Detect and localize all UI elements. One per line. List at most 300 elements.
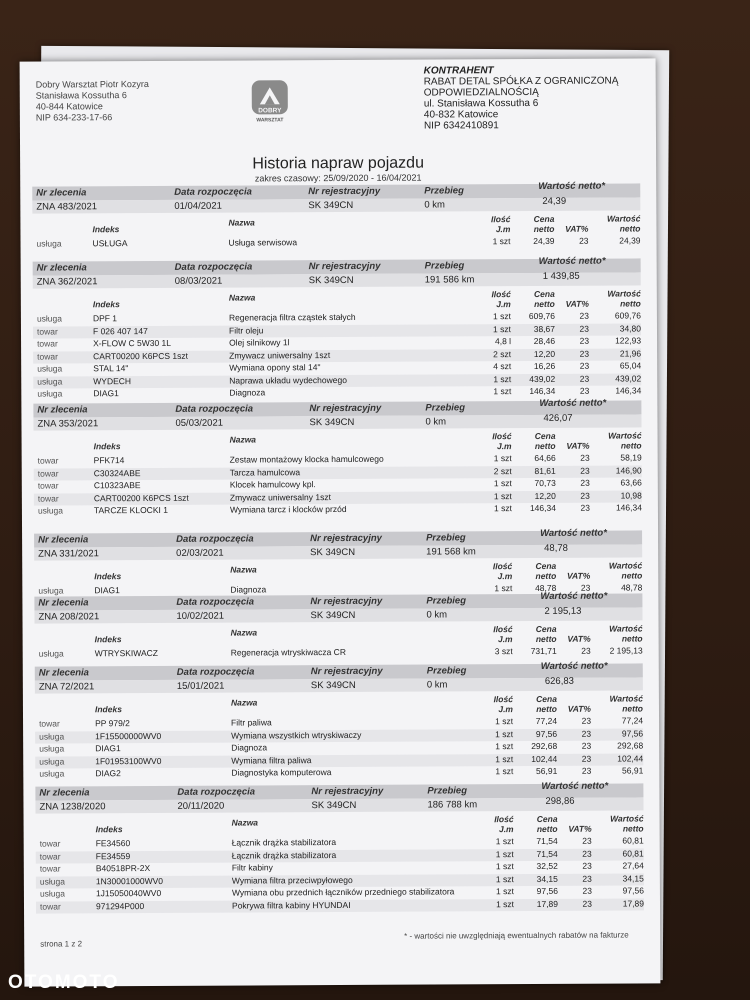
item-qty: 1 szt <box>495 861 514 872</box>
item-price: 97,56 <box>536 885 558 896</box>
contractor-heading: KONTRAHENT <box>423 65 494 77</box>
item-value: 97,56 <box>622 885 644 896</box>
item-price: 731,71 <box>530 645 557 657</box>
index-header: Indeks <box>94 704 122 715</box>
order-start-date: 20/11/2020 <box>177 800 225 812</box>
qty-header <box>493 624 512 644</box>
item-name: Łącznik drążka stabilizatora <box>231 837 337 848</box>
item-index: WTRYSKIWACZ <box>94 647 158 659</box>
item-price: 292,68 <box>531 740 558 752</box>
order-number: ZNA 208/2021 <box>38 611 100 623</box>
order-mileage: 191 568 km <box>426 546 476 558</box>
vat-header: VAT% <box>568 823 592 834</box>
price-header-bottom: netto <box>534 440 556 451</box>
item-name: Diagnostyka komputerowa <box>231 767 332 778</box>
name-header: Nazwa <box>230 627 258 638</box>
item-name: Naprawa układu wydechowego <box>229 374 347 386</box>
order-number: ZNA 331/2021 <box>38 548 99 560</box>
price-header-bottom: netto <box>536 823 558 834</box>
order-mileage: 0 km <box>426 679 448 691</box>
item-price: 32,52 <box>536 860 558 871</box>
item-value: 102,44 <box>617 752 644 764</box>
name-header: Nazwa <box>229 434 257 445</box>
item-vat: 23 <box>581 645 591 656</box>
qty-header-top: Ilość <box>491 289 511 300</box>
item-value: 146,34 <box>615 385 642 396</box>
item-index: DPF 1 <box>92 313 118 324</box>
item-value: 292,68 <box>617 740 644 751</box>
item-index: PP 979/2 <box>95 718 130 729</box>
net-value-label: Wartość netto* <box>540 660 608 672</box>
reg-no-label: Nr rejestracyjny <box>309 402 382 415</box>
item-row <box>36 898 644 913</box>
item-type: usługa <box>38 585 64 596</box>
mileage-label: Przebieg <box>426 532 466 544</box>
index-header: Indeks <box>92 299 120 310</box>
price-header <box>536 624 557 644</box>
item-value: 24,39 <box>619 235 641 246</box>
order-net-value: 426,07 <box>543 412 573 424</box>
start-date-label: Data rozpoczęcia <box>175 403 254 415</box>
item-type: usługa <box>37 388 63 399</box>
item-type: towar <box>37 350 58 362</box>
item-price: 34,15 <box>536 873 558 884</box>
order-net-value: 24,39 <box>542 195 567 207</box>
qty-header-bottom: J.m <box>498 824 514 835</box>
qty-header-bottom: J.m <box>496 299 511 310</box>
price-header-top: Cena <box>536 693 557 704</box>
item-qty: 1 szt <box>495 873 514 884</box>
item-vat: 23 <box>581 715 592 726</box>
qty-header-bottom: J.m <box>497 634 513 645</box>
item-price: 146,34 <box>529 385 556 397</box>
item-price: 81,61 <box>534 465 556 476</box>
mileage-label: Przebieg <box>426 595 467 607</box>
price-header-bottom: netto <box>535 570 557 581</box>
item-qty: 1 szt <box>493 503 512 514</box>
item-index: 1N30001000WV0 <box>95 875 164 886</box>
workshop-address <box>36 79 149 124</box>
contractor-name-2: ODPOWIEDZIALNOŚCIĄ <box>423 86 539 99</box>
item-index: 1J15050040WV0 <box>95 887 162 899</box>
item-qty: 1 szt <box>493 323 512 334</box>
name-header: Nazwa <box>230 697 258 708</box>
item-type: towar <box>39 850 61 862</box>
item-index: B40518PR-2X <box>95 862 151 874</box>
qty-header-top: Ilość <box>493 694 513 705</box>
order-registration: SK 349CN <box>310 546 356 559</box>
logo-icon <box>248 78 292 124</box>
item-qty: 4 szt <box>493 361 512 372</box>
value-header-bottom: netto <box>620 298 641 309</box>
qty-header-top: Ilość <box>494 814 514 825</box>
value-header <box>610 813 643 833</box>
item-value: 17,89 <box>622 897 645 909</box>
item-value: 60,81 <box>622 835 644 846</box>
item-type: towar <box>37 467 59 479</box>
order-start-date: 01/04/2021 <box>174 200 222 212</box>
item-price: 28,46 <box>533 335 556 346</box>
logo-text-2: WARSZTAT <box>256 117 284 124</box>
order-mileage: 191 586 km <box>424 274 475 286</box>
name-header: Nazwa <box>228 217 255 228</box>
workshop-city: 40-844 Katowice <box>35 101 103 112</box>
item-name: Wymiana wszystkich wtryskiwaczy <box>231 729 362 741</box>
order-no-label: Nr zlecenia <box>38 667 89 679</box>
order-registration: SK 349CN <box>310 609 356 622</box>
item-type: towar <box>36 325 58 337</box>
reg-no-label: Nr rejestracyjny <box>311 785 384 798</box>
item-type: usługa <box>39 768 65 779</box>
workshop-name: Dobry Warsztat Piotr Kozyra <box>35 78 149 90</box>
item-index: FE34559 <box>95 850 131 861</box>
item-name: Usługa serwisowa <box>228 237 298 248</box>
price-header-top: Cena <box>533 213 555 224</box>
item-index: C30324ABE <box>93 467 141 478</box>
contractor-nip: NIP 6342410891 <box>423 120 499 132</box>
price-header <box>535 431 556 451</box>
item-vat: 23 <box>582 860 592 871</box>
net-value-label: Wartość netto* <box>540 527 607 539</box>
item-name: Regeneracja filtra cząstek stałych <box>228 311 356 323</box>
item-type: towar <box>37 338 58 349</box>
item-name: Zmywacz uniwersalny 1szt <box>229 349 331 361</box>
order-no-label: Nr zlecenia <box>38 534 89 546</box>
item-index: FE34560 <box>95 838 131 849</box>
item-index: CART00200 K6PCS 1szt <box>93 350 188 361</box>
vat-header: VAT% <box>566 570 591 581</box>
item-name: Wymiana opony stal 14" <box>229 362 321 373</box>
item-price: 17,89 <box>536 898 559 909</box>
item-qty: 3 szt <box>494 646 513 657</box>
item-qty: 1 szt <box>493 490 512 501</box>
item-name: Olej silnikowy 1l <box>229 337 290 348</box>
item-type: usługa <box>37 375 63 387</box>
item-price: 12,20 <box>534 490 556 501</box>
qty-header-top: Ilość <box>491 214 511 225</box>
item-value: 609,76 <box>614 310 641 321</box>
item-qty: 1 szt <box>495 728 514 739</box>
item-vat: 23 <box>581 765 592 776</box>
item-row <box>33 235 641 250</box>
order-number: ZNA 353/2021 <box>37 418 99 430</box>
repair-order <box>33 397 642 516</box>
item-qty: 2 szt <box>493 465 512 476</box>
item-name: Diagnoza <box>229 387 266 398</box>
item-vat: 23 <box>580 502 590 513</box>
item-price: 70,73 <box>534 477 556 488</box>
item-type: usługa <box>37 363 63 374</box>
item-qty: 1 szt <box>495 848 514 859</box>
item-value: 122,93 <box>615 335 642 346</box>
item-type: usługa <box>36 313 63 324</box>
reg-no-label: Nr rejestracyjny <box>308 260 381 273</box>
item-index: STAL 14" <box>93 363 129 374</box>
item-index: 1F15500000WV0 <box>95 730 162 741</box>
start-date-label: Data rozpoczęcia <box>176 533 254 545</box>
vat-header: VAT% <box>567 703 592 714</box>
item-qty: 1 szt <box>495 886 514 897</box>
qty-header <box>494 694 513 714</box>
item-qty: 1 szt <box>493 386 512 397</box>
price-header <box>535 561 556 581</box>
item-vat: 23 <box>582 848 592 859</box>
value-header <box>610 693 643 713</box>
item-name: Filtr paliwa <box>231 717 272 728</box>
item-price: 64,66 <box>534 452 556 463</box>
mileage-label: Przebieg <box>424 260 465 272</box>
value-header <box>607 288 640 308</box>
item-type: usługa <box>36 238 62 249</box>
item-index: DIAG1 <box>94 585 120 596</box>
item-index: TARCZE KLOCKI 1 <box>93 504 168 516</box>
item-name: Łącznik drążka stabilizatora <box>231 849 337 861</box>
qty-header-bottom: J.m <box>497 571 513 582</box>
price-header <box>536 694 557 714</box>
item-qty: 1 szt <box>494 583 513 594</box>
item-vat: 23 <box>582 898 593 909</box>
item-type: towar <box>37 455 59 466</box>
item-vat: 23 <box>579 360 590 371</box>
item-value: 63,66 <box>620 477 642 488</box>
item-index: 1F01953100WV0 <box>95 755 162 766</box>
item-name: Pokrywa filtra kabiny HYUNDAI <box>231 899 351 911</box>
item-vat: 23 <box>579 348 590 359</box>
value-header-bottom: netto <box>621 570 643 581</box>
item-price: 146,34 <box>529 502 556 514</box>
page-number: strona 1 z 2 <box>40 939 83 949</box>
item-qty: 1 szt <box>496 898 515 909</box>
item-vat: 23 <box>579 385 590 396</box>
qty-header-top: Ilość <box>492 561 513 572</box>
value-header-top: Wartość <box>609 623 643 634</box>
value-header-bottom: netto <box>621 633 643 644</box>
repair-order <box>34 527 643 596</box>
order-start-date: 05/03/2021 <box>175 417 224 429</box>
order-net-value: 48,78 <box>544 542 568 554</box>
item-qty: 1 szt <box>493 373 512 384</box>
value-header-bottom: netto <box>620 440 642 451</box>
price-header <box>534 289 555 309</box>
item-type: towar <box>39 900 61 912</box>
item-index: CART00200 K6PCS 1szt <box>93 492 189 503</box>
item-type: towar <box>37 492 59 504</box>
item-qty: 1 szt <box>493 453 512 464</box>
item-name: Klocek hamulcowy kpl. <box>229 479 316 490</box>
name-header: Nazwa <box>231 817 259 828</box>
value-header-bottom: netto <box>622 823 644 834</box>
item-value: 10,98 <box>620 489 642 501</box>
item-type: usługa <box>39 875 65 887</box>
item-qty: 2 szt <box>493 348 512 359</box>
item-price: 609,76 <box>528 310 555 322</box>
repair-history-document <box>20 58 661 986</box>
item-index: C10323ABE <box>93 480 141 491</box>
document-title: Historia napraw pojazdu <box>252 154 424 173</box>
item-index: F 026 407 147 <box>92 325 148 336</box>
repair-order <box>35 660 644 779</box>
item-vat: 23 <box>582 885 592 896</box>
item-type: towar <box>39 863 61 874</box>
item-value: 48,78 <box>621 582 643 593</box>
item-qty: 1 szt <box>495 836 514 847</box>
item-vat: 23 <box>579 373 590 384</box>
item-qty: 1 szt <box>495 741 514 752</box>
order-start-date: 10/02/2021 <box>176 610 225 622</box>
reg-no-label: Nr rejestracyjny <box>310 665 383 678</box>
item-qty: 1 szt <box>495 766 514 777</box>
order-registration: SK 349CN <box>308 274 354 287</box>
item-value: 58,19 <box>620 452 642 463</box>
item-value: 146,34 <box>615 502 642 513</box>
value-header-top: Wartość <box>607 288 641 299</box>
item-price: 102,44 <box>531 753 558 764</box>
qty-header <box>493 561 512 581</box>
item-index: USŁUGA <box>92 238 128 249</box>
item-row <box>35 645 643 660</box>
repair-order <box>33 255 642 399</box>
item-name: Regeneracja wtryskiwacza CR <box>230 646 346 658</box>
item-qty: 1 szt <box>493 478 512 489</box>
mileage-label: Przebieg <box>424 185 464 197</box>
qty-header-top: Ilość <box>493 624 513 635</box>
vat-header: VAT% <box>565 298 589 309</box>
item-index: DIAG1 <box>93 388 119 399</box>
net-value-label: Wartość netto* <box>541 780 609 792</box>
item-price: 439,02 <box>529 373 556 384</box>
value-header-top: Wartość <box>609 693 643 704</box>
mileage-label: Przebieg <box>425 402 466 414</box>
item-index: PFK714 <box>93 455 125 466</box>
order-registration: SK 349CN <box>310 679 356 692</box>
repair-order <box>35 780 645 912</box>
item-index: WYDECH <box>93 375 132 386</box>
price-header <box>534 214 555 234</box>
start-date-label: Data rozpoczęcia <box>174 261 253 273</box>
vat-header: VAT% <box>567 633 591 644</box>
item-name: Wymiana tarcz i klocków przód <box>229 503 347 515</box>
reg-no-label: Nr rejestracyjny <box>310 532 382 545</box>
item-price: 71,54 <box>536 835 558 846</box>
qty-header <box>491 214 510 234</box>
item-name: Diagnoza <box>230 584 267 595</box>
item-row <box>35 765 643 780</box>
qty-header-bottom: J.m <box>495 224 511 235</box>
order-registration: SK 349CN <box>309 416 355 429</box>
dobry-warsztat-logo <box>248 78 292 124</box>
name-header: Nazwa <box>228 292 256 303</box>
item-type: usługa <box>39 730 65 742</box>
value-header <box>607 213 640 233</box>
qty-header-bottom: J.m <box>498 704 514 715</box>
item-value: 77,24 <box>621 715 644 726</box>
item-name: Zmywacz uniwersalny 1szt <box>229 491 331 503</box>
order-start-date: 15/01/2021 <box>176 680 225 692</box>
net-value-label: Wartość netto* <box>538 180 606 192</box>
price-header-top: Cena <box>536 813 558 824</box>
item-price: 71,54 <box>536 848 558 859</box>
item-type: usługa <box>38 648 64 659</box>
item-qty: 1 szt <box>492 236 511 247</box>
index-header: Indeks <box>94 571 122 582</box>
price-header-bottom: netto <box>536 703 558 714</box>
item-type: towar <box>37 480 59 491</box>
index-header: Indeks <box>94 634 122 645</box>
price-header-bottom: netto <box>535 633 557 644</box>
order-no-label: Nr zlecenia <box>36 262 87 274</box>
item-type: usługa <box>37 505 64 516</box>
order-number: ZNA 362/2021 <box>36 276 98 288</box>
price-header <box>537 814 558 834</box>
value-header-bottom: netto <box>619 223 641 234</box>
order-mileage: 186 788 km <box>427 799 478 811</box>
item-name: Filtr oleju <box>228 324 264 336</box>
order-no-label: Nr zlecenia <box>36 187 87 199</box>
value-header-top: Wartość <box>606 213 641 224</box>
order-registration: SK 349CN <box>308 199 354 212</box>
footnote: * - wartości nie uwzględniają ewentualnych rabatów na fakturze <box>404 930 629 941</box>
value-header-top: Wartość <box>608 560 643 571</box>
item-price: 16,26 <box>533 360 556 371</box>
mileage-label: Przebieg <box>427 785 468 797</box>
mileage-label: Przebieg <box>426 665 467 677</box>
value-header-bottom: netto <box>622 703 644 714</box>
value-header <box>609 623 642 643</box>
item-index: X-FLOW C 5W30 1L <box>93 337 172 349</box>
price-header-bottom: netto <box>534 298 555 309</box>
order-no-label: Nr zlecenia <box>37 404 88 416</box>
contractor-name-1: RABAT DETAL SPÓŁKA Z OGRANICZONĄ <box>423 75 619 88</box>
item-price: 48,78 <box>535 582 557 593</box>
net-value-label: Wartość netto* <box>540 590 608 602</box>
item-type: towar <box>39 838 61 849</box>
item-vat: 23 <box>580 465 590 476</box>
order-no-label: Nr zlecenia <box>39 787 90 799</box>
item-value: 34,80 <box>619 322 642 334</box>
qty-header-bottom: J.m <box>496 441 512 452</box>
order-start-date: 02/03/2021 <box>176 547 224 559</box>
item-price: 77,24 <box>535 715 558 726</box>
order-registration: SK 349CN <box>311 799 357 812</box>
item-price: 56,91 <box>535 765 558 776</box>
qty-header <box>491 289 510 309</box>
item-vat: 23 <box>580 582 591 593</box>
start-date-label: Data rozpoczęcia <box>177 786 256 798</box>
price-header-top: Cena <box>533 288 555 299</box>
item-type: usługa <box>39 743 65 754</box>
date-range: zakres czasowy: 25/09/2020 - 16/04/2021 <box>254 172 422 184</box>
item-vat: 23 <box>580 452 590 463</box>
item-name: Filtr kabiny <box>231 862 273 873</box>
start-date-label: Data rozpoczęcia <box>174 186 252 198</box>
item-name: Diagnoza <box>231 742 268 753</box>
value-header <box>608 430 641 450</box>
contractor-block <box>424 65 619 132</box>
item-vat: 23 <box>581 740 592 751</box>
item-value: 146,90 <box>615 464 642 476</box>
item-index: DIAG2 <box>95 768 121 779</box>
order-number: ZNA 72/2021 <box>38 681 95 693</box>
vat-header: VAT% <box>566 440 590 451</box>
contractor-city: 40-832 Katowice <box>423 109 499 121</box>
order-mileage: 0 km <box>425 416 447 428</box>
item-vat: 23 <box>579 323 590 334</box>
order-start-date: 08/03/2021 <box>174 275 223 287</box>
order-mileage: 0 km <box>426 609 448 621</box>
reg-no-label: Nr rejestracyjny <box>308 185 381 198</box>
value-header <box>609 560 642 580</box>
index-header: Indeks <box>95 824 123 835</box>
